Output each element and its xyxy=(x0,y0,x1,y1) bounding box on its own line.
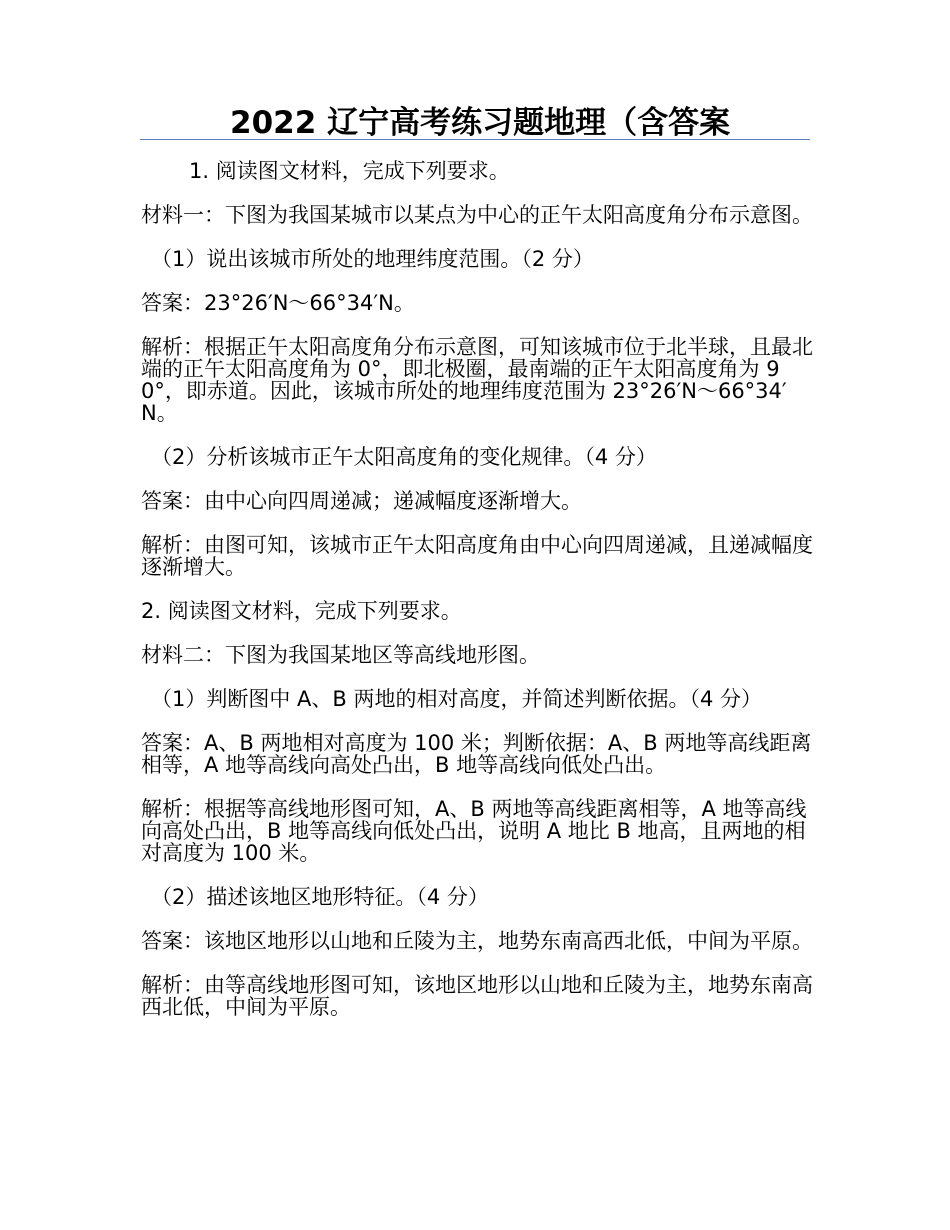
explanation-1-2: 解析：由图可知，该城市正午太阳高度角由中心向四周递减，且递减幅度逐渐增大。 xyxy=(141,533,813,579)
document-body xyxy=(141,160,813,1040)
answer-1-1: 答案：23°26′N～66°34′N。 xyxy=(141,291,415,315)
explanation-2-2: 解析：由等高线地形图可知，该地区地形以山地和丘陵为主，地势东南高西北低，中间为平原。 xyxy=(141,973,813,1019)
answer-2-2: 答案：该地区地形以山地和丘陵为主，地势东南高西北低，中间为平原。 xyxy=(141,929,813,953)
title-underline xyxy=(140,139,810,140)
question-1-heading: 1. 阅读图文材料，完成下列要求。 xyxy=(189,159,510,183)
explanation-2-1: 解析：根据等高线地形图可知，A、B 两地等高线距离相等，A 地等高线向高处凸出，B 地等高线向低处凸出，说明 A 地比 B 地高，且两地的相对高度为 100 米。 xyxy=(141,797,807,865)
document-title: 2022 辽宁高考练习题地理（含答案 xyxy=(230,105,731,141)
explanation-1-1: 解析：根据正午太阳高度角分布示意图，可知该城市位于北半球，且最北端的正午太阳高度角为 0°，即北极圈，最南端的正午太阳高度角为 90°，即赤道。因此，该城市所处的地理纬度范围为 23°26′N～66°34′N。 xyxy=(141,335,813,425)
material-1-text: 材料一：下图为我国某城市以某点为中心的正午太阳高度角分布示意图。 xyxy=(141,203,813,227)
question-2-heading: 2. 阅读图文材料，完成下列要求。 xyxy=(141,599,462,623)
question-1-part-2: （2）分析该城市正午太阳高度角的变化规律。（4 分） xyxy=(151,445,657,469)
answer-2-1: 答案：A、B 两地相对高度为 100 米；判断依据：A、B 两地等高线距离相等，A 地等高线向高处凸出，B 地等高线向低处凸出。 xyxy=(141,731,812,777)
question-2-part-2: （2）描述该地区地形特征。（4 分） xyxy=(151,885,489,909)
question-2-part-1: （1）判断图中 A、B 两地的相对高度，并简述判断依据。（4 分） xyxy=(151,687,763,711)
answer-1-2: 答案：由中心向四周递减；递减幅度逐渐增大。 xyxy=(141,489,582,513)
material-2-text: 材料二：下图为我国某地区等高线地形图。 xyxy=(141,643,540,667)
question-1-part-1: （1）说出该城市所处的地理纬度范围。（2 分） xyxy=(151,247,594,271)
